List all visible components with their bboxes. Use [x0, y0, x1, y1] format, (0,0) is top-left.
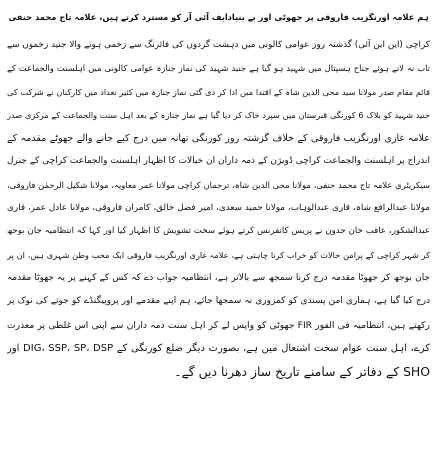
- article-line: تاب نہ لاتے ہوئے جناح ہسپتال میں شہید ہو گیا ہے جنید شہید کی نماز جنازہ عوامی کالونی میں اہلسنت والجماعت کے: [7, 63, 430, 74]
- article-line: کرے، اہل سنت عوام سخت اشتعال میں ہے، بصورت دیگر ضلع کورنگی کے DIG، SSP، SP، DSP اور: [7, 342, 430, 354]
- article-line: عبدالشکور، عاقب خان جدون نے پریس کانفرنس کرتے ہوئے سخت تشویش کا اظہار کیا اور کہا کہ انتظامیہ جان بوجھ: [7, 226, 430, 237]
- article-body: [7, 34, 430, 383]
- article-line: کر شہر کراچی کے پرامن حالات کو خراب کرنا چاہتی ہے، علامہ غازی اورنگزیب فاروقی ایک محب وطن شہری ہیں، ان پر: [7, 249, 430, 260]
- article-line: جنید شہید کو بلاک 6 کورنگی قبرستان میں سپرد خاک کر دیا گیا ہے نماز جنازہ کے بعد اہل سنت والجماعت کے مرکزی صدر: [7, 109, 430, 120]
- article-line: علامہ غازی اورنگزیب فاروقی کے خلاف گزشتہ روز کورنگی تھانہ میں درج کیے جانے والے جھوٹے مقدمہ کے: [7, 133, 430, 145]
- article-line: کراچی (این این آئی) گذشتہ روز عوامی کالونی میں دہشت گردوں کی فائرنگ سے زخمی ہونے والا جنید زخموں سے: [7, 40, 430, 50]
- article-line: مولانا عبدالرافع شاہ، قاری عبدالوہاب، مولانا حمید سعدی، امیر فضل خالق، کامران فاروقی، مولانا عادل عمر، قاری: [7, 203, 430, 214]
- article-line: اندراج پر اہلسنت والجماعت کراچی ڈویژن کے ذمہ داران ان خیالات کا اظہار اہلسنت والجماعت کراچی کے جنرل: [7, 156, 430, 167]
- article-line: جان بوجھ کر جھوٹا مقدمہ درج کرنا سمجھ سے بالاتر ہے، انتظامیہ جواب دے کہ کس کے کہنے پر یہ جھوٹا مقدمہ: [7, 272, 430, 283]
- article-line: رکھتے ہیں، انتظامیہ فی الفور FIR جھوٹی کو واپس لے کر اہل سنت ذمہ داران سے اپنی اس غلطی پر معذرت: [7, 319, 430, 331]
- article-line: SHO کے دفاتر کے سامنے تاریخ ساز دھرنا دیں گے۔: [174, 364, 430, 380]
- article-line: سیکریٹری علامہ تاج محمد حنفی، مولانا محی الدین شاہ، ترجمان کراچی مولانا عمر معاویہ، مولانا شکیل الرحمٰن فاروقی،: [7, 179, 430, 190]
- article-line: درج کیا گیا ہے، ہماری امن پسندی کو کمزوری نہ سمجھا جائے، ہم اپنے مقدمے اور پروپیگنڈے کو جوتے کی نوک پر: [7, 296, 430, 307]
- article-line: قائم مقام صدر مولانا سید محی الدین شاہ کے اقتدا میں ادا کر دی گئی نماز جنازہ میں کثیر تعداد میں کارکنان نے شرکت کی: [7, 86, 430, 97]
- article-headline: ہم علامہ اورنگزیب فاروقی پر جھوٹی اور بے بنیادایف آئی آر کو مسترد کرتے ہیں، علامہ تاج محمد حنفی: [8, 12, 429, 22]
